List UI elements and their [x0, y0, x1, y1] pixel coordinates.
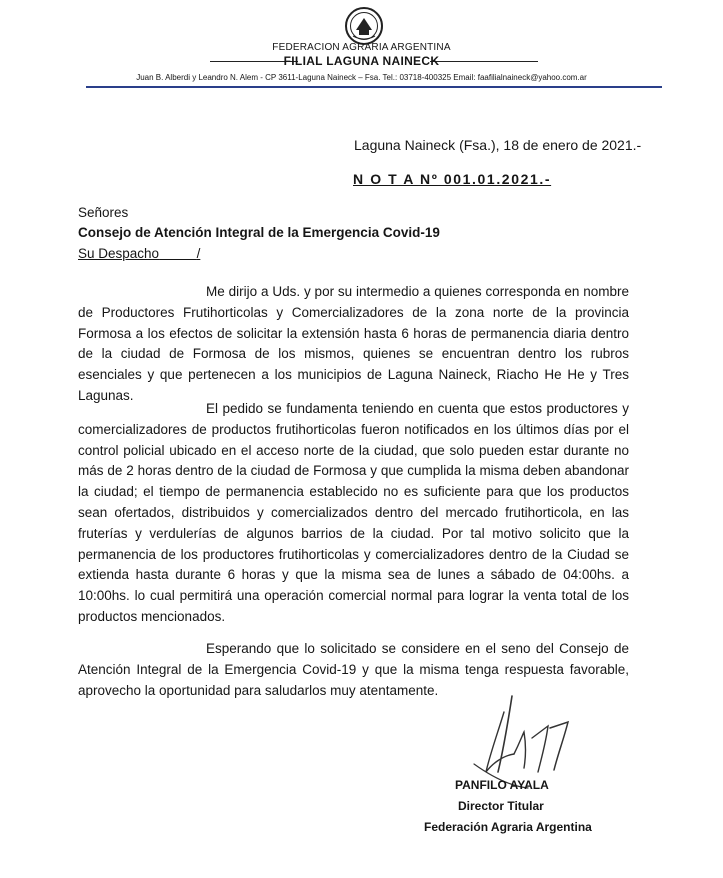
body-paragraph-1 — [78, 282, 629, 407]
paragraph-text: Me dirijo a Uds. y por su intermedio a quienes corresponda en nombre de Productores Frutihorticolas y Comercializadores de la zona norte de la provincia Formosa a los efectos de solicitar la extensión hasta 6 horas de permanencia diaria dentro de la ciudad de Formosa de los mismos, quienes se encuentran dentro los rubros esenciales y que pertenecen a los municipios de Laguna Naineck, Riacho He He y Tres Lagunas. — [78, 284, 629, 403]
paragraph-text: El pedido se fundamenta teniendo en cuenta que estos productores y comercializadores de productos frutihorticolas fueron notificados en los últimos días por el control policial ubicado en el acceso norte de la ciudad, que solo pueden estar durante no más de 2 horas dentro de la ciudad de Formosa y que cumplida la misma deben abandonar la ciudad; el tiempo de permanencia establecido no es suficiente para que los productos sean ofertados, distribuidos y comercializados dentro del mercado frutihorticola, en las fruterías y verdulerías de algunos barrios de la ciudad. Por tal motivo solicito que la permanencia de los productores frutihorticolas y comercializadores dentro de la Ciudad se extienda hasta durante 6 horas y que la misma sea de lunes a sábado de 04:00hs. a 10:00hs. lo cual permitirá una operación comercial normal para lograr la venta total de los productos mencionados. — [78, 401, 629, 624]
despacho-underline-gap — [159, 246, 197, 261]
despacho-label: Su Despacho — [78, 246, 160, 261]
signatory-organization: Federación Agraria Argentina — [424, 820, 592, 834]
letter-date: Laguna Naineck (Fsa.), 18 de enero de 2021.- — [354, 137, 642, 153]
note-number: N O T A Nº 001.01.2021.- — [353, 171, 552, 187]
letterhead-rule — [86, 86, 662, 88]
signatory-name: PANFILO AYALA — [455, 778, 549, 792]
despacho-mark: / — [196, 246, 201, 261]
letterhead-address: Juan B. Alberdi y Leandro N. Alem - CP 3611-Laguna Naineck – Fsa. Tel.: 03718-400325 Email: faafilialnaineck@yahoo.com.ar — [136, 73, 587, 82]
filial-name: FILIAL LAGUNA NAINECK — [283, 54, 440, 68]
despacho-line — [78, 246, 200, 261]
salutation: Señores — [78, 205, 129, 220]
recipient-name: Consejo de Atención Integral de la Emergencia Covid-19 — [78, 225, 440, 240]
body-paragraph-2 — [78, 399, 629, 628]
org-name: FEDERACION AGRARIA ARGENTINA — [272, 42, 451, 53]
handwritten-signature — [468, 692, 588, 792]
federation-logo-icon — [344, 6, 384, 46]
signatory-title: Director Titular — [458, 799, 544, 813]
paragraph-text: Esperando que lo solicitado se considere en el seno del Consejo de Atención Integral de la Emergencia Covid-19 y que la misma tenga respuesta favorable, aprovecho la oportunidad para saludarlos muy atentamente. — [78, 641, 629, 698]
